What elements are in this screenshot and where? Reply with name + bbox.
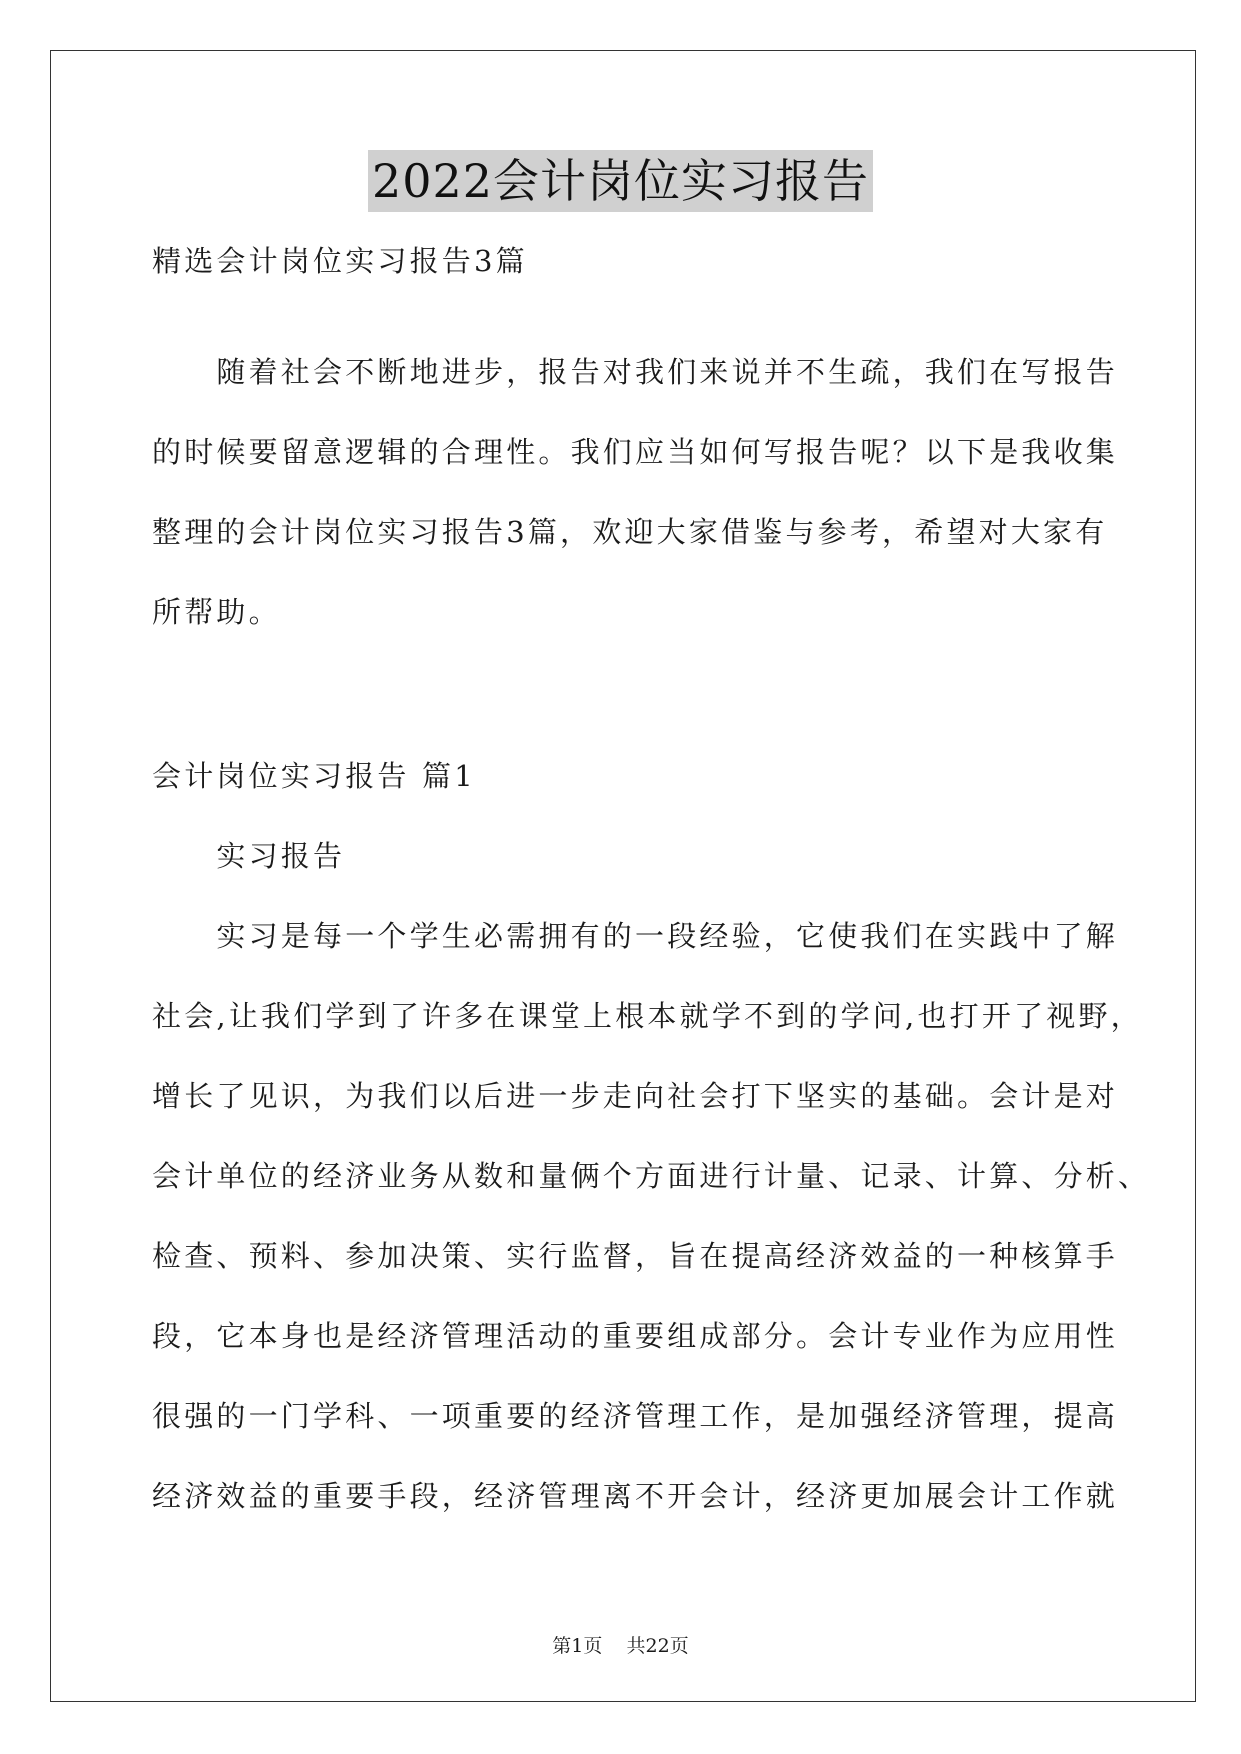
document-title: 2022会计岗位实习报告 (368, 150, 873, 212)
paragraph-line: 实习报告 (152, 839, 346, 873)
paragraph-line: 的时候要留意逻辑的合理性。我们应当如何写报告呢？以下是我收集 (152, 435, 1119, 469)
paragraph-line: 会计单位的经济业务从数和量俩个方面进行计量、记录、计算、分析、 (152, 1159, 1151, 1193)
total-pages: 共22页 (626, 1635, 689, 1657)
paragraph-line: 社会,让我们学到了许多在课堂上根本就学不到的学问,也打开了视野， (152, 999, 1143, 1033)
page-footer (0, 1634, 1241, 1658)
page-number: 第1页 (552, 1635, 603, 1657)
page-border (50, 50, 1196, 1702)
paragraph-line: 所帮助。 (152, 595, 281, 629)
paragraph-line: 检查、预料、参加决策、实行监督，旨在提高经济效益的一种核算手 (152, 1239, 1119, 1273)
title-container (0, 150, 1241, 212)
paragraph-line: 随着社会不断地进步，报告对我们来说并不生疏，我们在写报告 (152, 355, 1119, 389)
paragraph-line: 增长了见识，为我们以后进一步走向社会打下坚实的基础。会计是对 (152, 1079, 1119, 1113)
paragraph-line: 经济效益的重要手段，经济管理离不开会计，经济更加展会计工作就 (152, 1479, 1119, 1513)
paragraph-line: 很强的一门学科、一项重要的经济管理工作，是加强经济管理，提高 (152, 1399, 1119, 1433)
subtitle-line: 精选会计岗位实习报告3篇 (152, 244, 528, 278)
paragraph-line: 整理的会计岗位实习报告3篇，欢迎大家借鉴与参考，希望对大家有 (152, 515, 1108, 549)
paragraph-line: 段，它本身也是经济管理活动的重要组成部分。会计专业作为应用性 (152, 1319, 1119, 1353)
paragraph-line: 实习是每一个学生必需拥有的一段经验，它使我们在实践中了解 (152, 919, 1119, 953)
section-heading: 会计岗位实习报告 篇1 (152, 759, 476, 793)
